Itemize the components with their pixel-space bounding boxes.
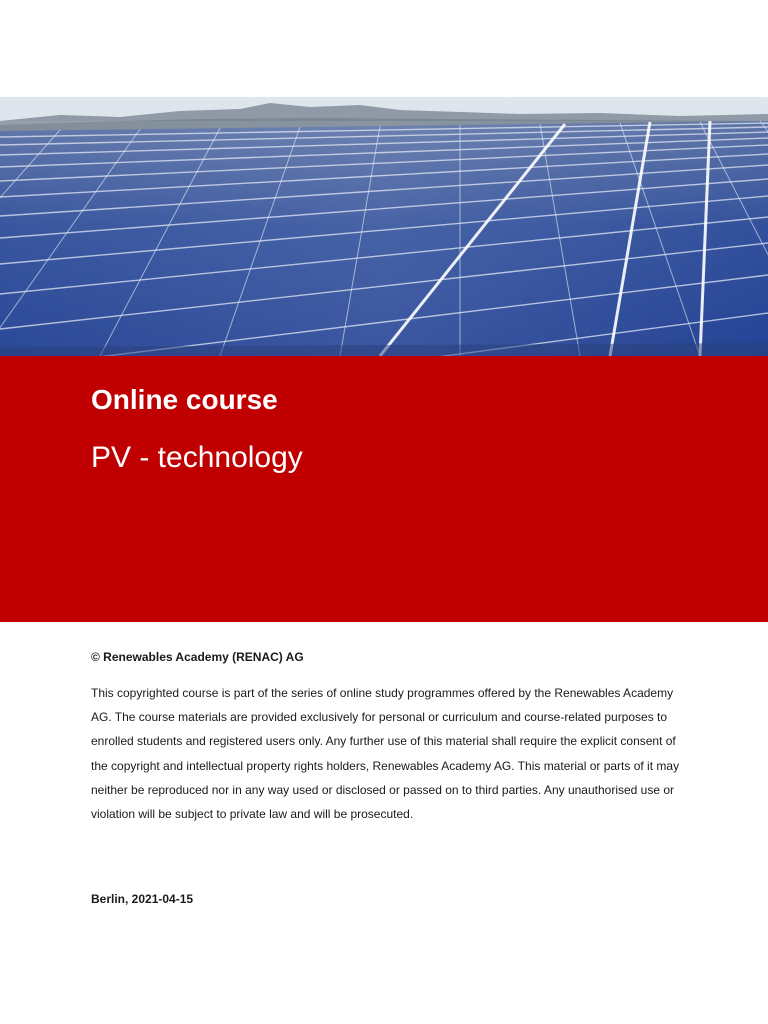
place-and-date: Berlin, 2021-04-15 — [91, 892, 194, 906]
solar-panel-field-photo — [0, 97, 768, 356]
course-subject-heading: PV - technology — [91, 441, 303, 474]
copyright-notice: This copyrighted course is part of the series of online study programmes offered by the Renewables Academy AG. The course materials are provided exclusively for personal or curriculum and course-related purposes to enrolled students and registered users only. Any further use of this material shall require the explicit consent of the copyright and intellectual property rights holders, Renewables Academy AG. This material or parts of it may neither be reproduced nor in any way used or disclosed or passed on to third parties. Any unauthorised use or violation will be subject to private law and will be prosecuted. — [91, 686, 680, 822]
copyright-holder: © Renewables Academy (RENAC) AG — [91, 650, 304, 664]
course-title-banner — [0, 356, 768, 622]
course-type-heading: Online course — [91, 384, 278, 415]
